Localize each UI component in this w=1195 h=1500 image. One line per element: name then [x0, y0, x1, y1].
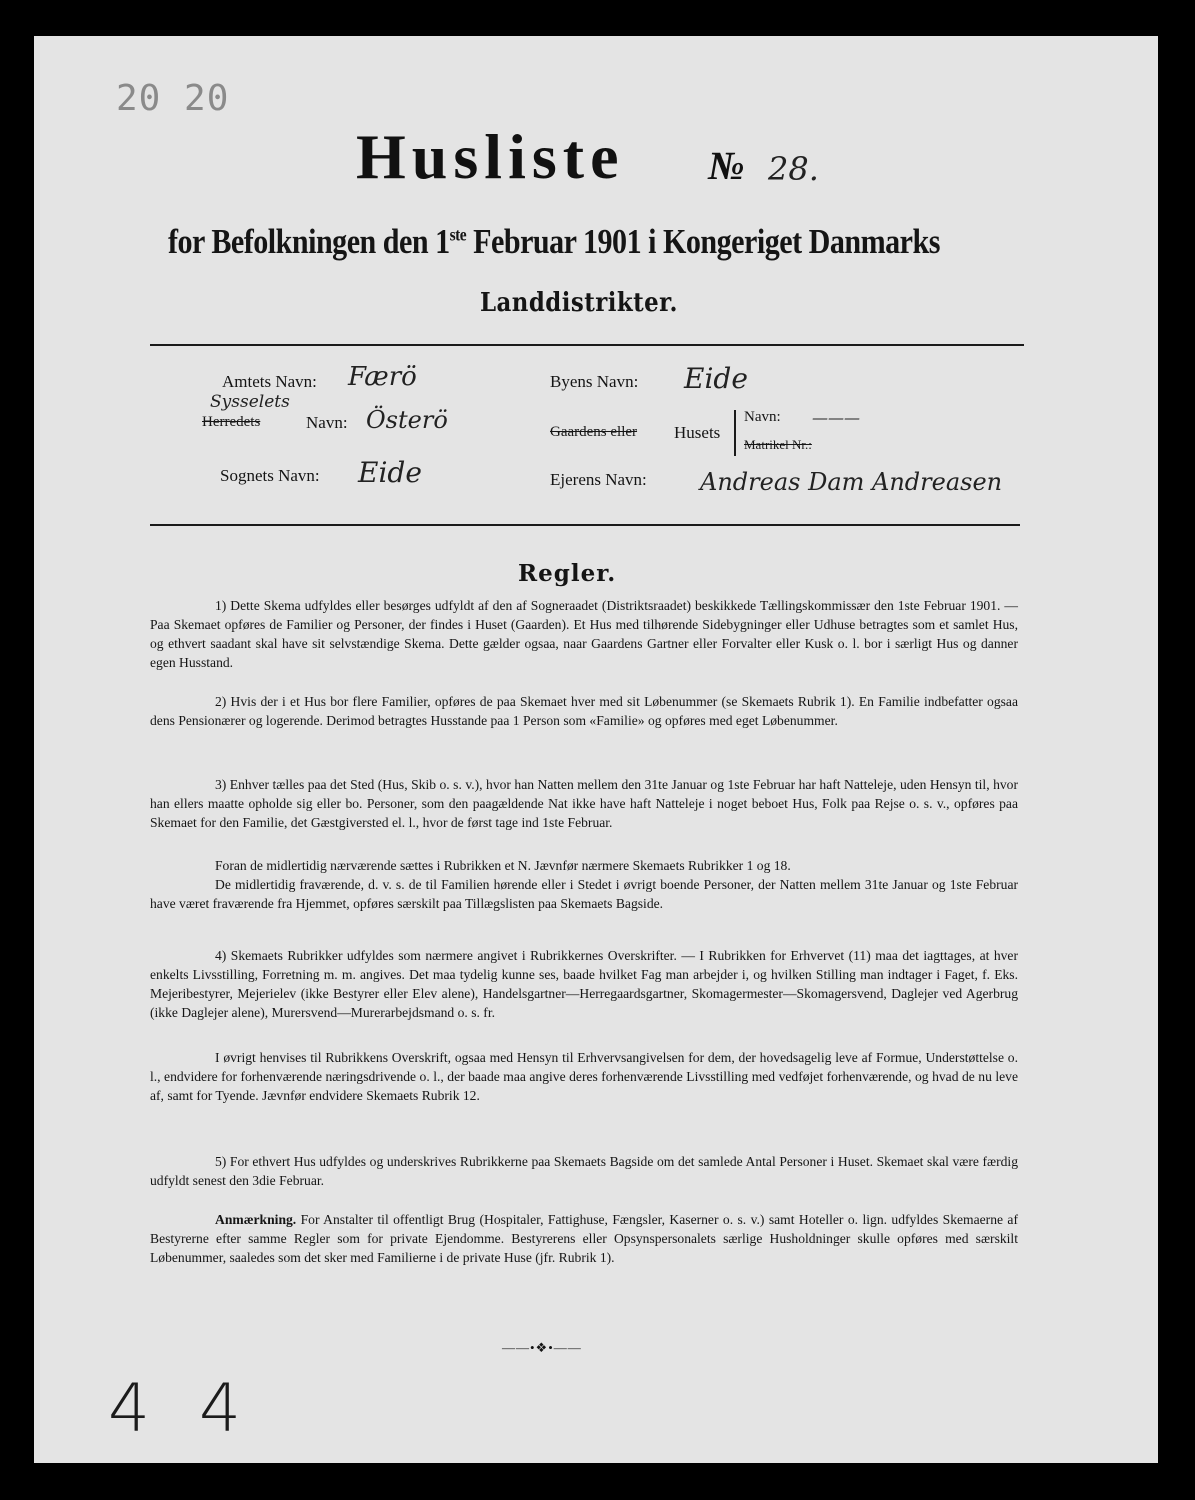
subtitle-part-a: for Befolkningen den 1: [168, 222, 450, 261]
brace-bar: [734, 410, 736, 456]
herred-struck-label: Herredets: [202, 414, 261, 430]
form-subtitle: [168, 222, 940, 262]
closing-ornament: ——•❖•——: [502, 1340, 582, 1355]
rule-paragraph-3c: De midlertidig fraværende, d. v. s. de til Familien hørende eller i Stedet i øvrigt boende Personer, der Natten mellem 31te Januar og 1ste Februar have været fraværende fra Hjemmet, opføres særskilt paa Tillægslisten paa Skemaets Bagside.: [150, 877, 1018, 911]
herred-value: Österö: [366, 406, 448, 434]
herred-label: Navn:: [306, 413, 348, 432]
amt-value: Færö: [348, 362, 417, 392]
rule-paragraph-3a: 3) Enhver tælles paa det Sted (Hus, Skib o. s. v.), hvor han Natten mellem den 31te Januar og 1ste Februar har haft Natteleje, uden Hensyn til, hvor han ellers maatte opholde sig eller bo. Personer, som den paagældende Nat ikke have haft Natteleje i noget beboet Hus, Folk paa Rejse o. s. v., opføres paa Skemaet for den Familie, det Gæstgiversted el. l., hvor de først tage ind 1ste Februar.: [150, 777, 1018, 830]
handwritten-page-mark: 4 4: [108, 1370, 255, 1447]
sogn-value: Eide: [358, 456, 422, 489]
annotation-text: For Anstalter til offentligt Brug (Hospitaler, Fattighuse, Fængsler, Kaserner o. s. v.) samt Hoteller o. lign. udfyldes Skemaerne af Bestyrerne efter samme Regler som for private Ejendomme. Bestyrerens eller Opsynspersonalets særlige Husholdninger skulle opføres med særskilt Løbenummer, saaledes som det sker med Familierne i de private Huse (jfr. Rubrik 1).: [150, 1212, 1018, 1265]
rule-paragraph-3b: Foran de midlertidig nærværende sættes i Rubrikken et N. Jævnfør nærmere Skemaets Rubrikker 1 og 18.: [215, 858, 791, 873]
rule-paragraph-5: 5) For ethvert Hus udfyldes og underskrives Rubrikkerne paa Skemaets Bagside om det samlede Antal Personer i Huset. Skemaet skal være færdig udfyldt senest den 3die Februar.: [150, 1154, 1018, 1188]
annotation-label: Anmærkning.: [215, 1212, 297, 1227]
district-label: Landdistrikter.: [480, 288, 678, 318]
rule-paragraph-2: 2) Hvis der i et Hus bor flere Familier, opføres de paa Skemaet hver med sit Løbenummer (se Skemaets Rubrik 1). En Familie indbefatter ogsaa dens Pensionærer og logerende. Derimod betragtes Husstande paa 1 Person som «Familie» og opføres med eget Løbenummer.: [150, 694, 1018, 728]
corner-stamp-numbers: 20 20: [116, 78, 230, 119]
rule-paragraph-4b: I øvrigt henvises til Rubrikkens Overskrift, ogsaa med Hensyn til Erhvervsangivelsen for dem, der hovedsagelig leve af Formue, Understøttelse o. l., endvidere for forhenværende næringsdrivende o. l., der baade maa angive deres forhenværende Livsstilling med vedføjet forhenværende, og hvad de nu leve af, samt for Tyende. Jævnfør endvidere Skemaets Rubrik 12.: [150, 1050, 1018, 1103]
rule-paragraph-4a: 4) Skemaets Rubrikker udfyldes som nærmere angivet i Rubrikkernes Overskrifter. — I Rubrikken for Erhvervet (11) maa det iagttages, at hver enkelts Livsstilling, Forretning m. m. angives. Det maa tydelig kunne ses, baade hvilket Fag man arbejder i, og hvilken Stilling man indtager i Faget, f. Eks. Mejeribestyrer, Mejerielev (ikke Bestyrer eller Elev alene), Handelsgartner—Herregaardsgartner, Skomagermester—Skomagersvend, Daglejer ved Agerbrug (ikke Daglejer alene), Murersvend—Murerarbejdsmand o. s. fr.: [150, 948, 1018, 1020]
subtitle-superscript: ste: [449, 224, 467, 245]
sysselets-insert: Sysselets: [210, 392, 290, 412]
ejer-label: Ejerens Navn:: [550, 470, 647, 489]
form-number-prefix: №: [708, 143, 745, 188]
rule-paragraph-1: 1) Dette Skema udfyldes eller besørges udfyldt af den af Sogneraadet (Distriktsraadet) beskikkede Tællingskommissær den 1ste Februar 1901. — Paa Skemaet opføres de Familier og Personer, der findes i Huset (Gaarden). Et Hus med tilhørende Sidebygninger eller Udhuse betragtes som et samlet Hus, og ethvert saadant skal have sit selvstændige Skema. Dette gælder ogsaa, naar Gaardens Gartner eller Forvalter eller Kusk o. l. bor i særligt Hus og danner egen Husstand.: [150, 598, 1018, 670]
form-title: Husliste: [356, 121, 625, 192]
husets-navn-label: Navn:: [744, 409, 781, 425]
by-label: Byens Navn:: [550, 372, 639, 391]
huset-label: Husets: [674, 423, 721, 442]
annotation-paragraph: [150, 1210, 1018, 1267]
matrikel-struck-label: Matrikel Nr.:: [744, 437, 812, 452]
amt-label: Amtets Navn:: [222, 372, 317, 391]
by-value: Eide: [684, 362, 748, 395]
ejer-value: Andreas Dam Andreasen: [700, 468, 1003, 496]
top-divider: [150, 344, 1024, 346]
gaard-struck-label: Gaardens eller: [550, 424, 638, 440]
rules-heading: Regler.: [518, 560, 617, 587]
form-number-handwritten: 28.: [768, 150, 819, 188]
subtitle-part-b: Februar 1901 i Kongeriget Danmarks: [473, 222, 940, 261]
fields-divider: [150, 524, 1020, 526]
husets-navn-value: ———: [812, 408, 860, 427]
sogn-label: Sognets Navn:: [220, 466, 320, 485]
